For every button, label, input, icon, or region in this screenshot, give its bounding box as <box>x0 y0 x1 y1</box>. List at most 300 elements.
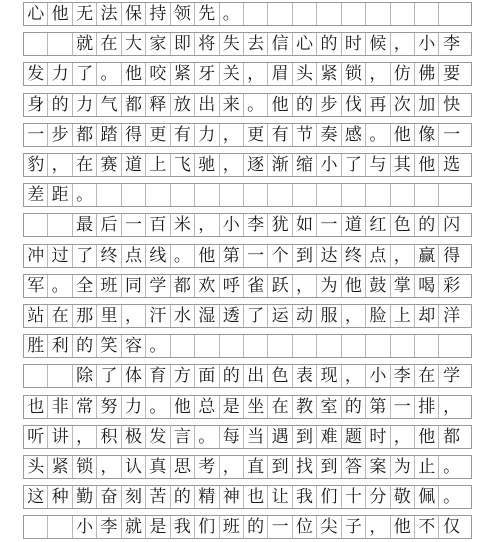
grid-cell: 却 <box>415 305 439 327</box>
grid-cell: 。 <box>244 94 268 116</box>
grid-cell <box>439 3 463 25</box>
grid-cell: 班 <box>97 275 121 297</box>
grid-cell: ， <box>195 214 219 236</box>
grid-cell: 的 <box>244 516 268 538</box>
grid-cell: 出 <box>195 94 219 116</box>
grid-row <box>23 32 472 56</box>
grid-cell: 案 <box>366 456 390 478</box>
grid-cell: 时 <box>342 33 366 55</box>
grid-cell <box>97 184 121 206</box>
grid-cell: 发 <box>24 63 48 85</box>
grid-cell: 奏 <box>317 124 341 146</box>
grid-cell: 他 <box>122 63 146 85</box>
grid-row <box>23 153 472 177</box>
grid-cell: 真 <box>146 456 170 478</box>
grid-cell: 有 <box>171 124 195 146</box>
grid-cell: 家 <box>146 33 170 55</box>
grid-cell: ， <box>366 63 390 85</box>
grid-cell: 胜 <box>24 335 48 357</box>
grid-cell: 他 <box>391 124 415 146</box>
grid-cell: 位 <box>293 516 317 538</box>
grid-cell: 心 <box>24 3 48 25</box>
grid-cell: 头 <box>24 456 48 478</box>
grid-cell: ， <box>293 275 317 297</box>
grid-cell: 小 <box>366 365 390 387</box>
grid-cell: 十 <box>342 486 366 508</box>
grid-cell: 班 <box>220 516 244 538</box>
grid-cell: 。 <box>443 456 461 477</box>
grid-cell: 将 <box>195 33 219 55</box>
grid-cell: 差 <box>24 184 48 206</box>
grid-cell: 为 <box>391 456 415 478</box>
grid-row <box>23 2 472 26</box>
grid-cell: 法 <box>97 3 121 25</box>
grid-cell: 都 <box>122 94 146 116</box>
grid-cell: 的 <box>293 94 317 116</box>
grid-cell: 其 <box>391 154 415 176</box>
grid-cell: 的 <box>415 214 439 236</box>
grid-cell: 一 <box>244 245 268 267</box>
grid-cell: 积 <box>97 426 121 448</box>
grid-cell: 那 <box>73 305 97 327</box>
grid-cell: 洋 <box>443 305 461 326</box>
grid-row <box>23 395 472 419</box>
grid-cell: 容 <box>122 335 146 357</box>
grid-cell: 勤 <box>73 486 97 508</box>
grid-cell: 育 <box>146 365 170 387</box>
grid-cell <box>415 184 439 206</box>
grid-cell: 欢 <box>195 275 219 297</box>
grid-cell <box>366 335 390 357</box>
grid-cell: 力 <box>48 63 72 85</box>
grid-cell: 彩 <box>443 275 461 296</box>
grid-cell: 有 <box>268 124 292 146</box>
grid-cell: 点 <box>122 245 146 267</box>
grid-row <box>23 62 472 86</box>
grid-cell: 表 <box>293 365 317 387</box>
grid-cell: 子 <box>342 516 366 538</box>
grid-cell: 考 <box>195 456 219 478</box>
grid-cell <box>366 3 390 25</box>
grid-cell <box>317 335 341 357</box>
grid-cell <box>391 335 415 357</box>
grid-cell: 身 <box>24 94 48 116</box>
grid-cell: 的 <box>342 396 366 418</box>
grid-cell: 节 <box>293 124 317 146</box>
grid-cell <box>366 184 390 206</box>
grid-cell: 色 <box>268 365 292 387</box>
grid-row <box>23 455 472 479</box>
grid-cell: 得 <box>443 245 461 266</box>
grid-cell: 现 <box>317 365 341 387</box>
grid-cell: 努 <box>97 396 121 418</box>
grid-cell: 了 <box>73 245 97 267</box>
grid-cell <box>220 184 244 206</box>
grid-cell: 的 <box>317 33 341 55</box>
grid-cell: 。 <box>146 396 170 418</box>
grid-cell <box>48 33 72 55</box>
grid-cell <box>439 335 463 357</box>
grid-cell: 失 <box>220 33 244 55</box>
grid-cell: 除 <box>73 365 97 387</box>
grid-cell: 全 <box>73 275 97 297</box>
grid-cell: 排 <box>415 396 439 418</box>
grid-cell: 了 <box>73 63 97 85</box>
grid-cell: 就 <box>73 33 97 55</box>
grid-cell <box>220 335 244 357</box>
grid-cell: 学 <box>443 365 461 386</box>
grid-cell: 牙 <box>195 63 219 85</box>
grid-cell: 步 <box>317 94 341 116</box>
grid-cell: 豹 <box>24 154 48 176</box>
grid-cell: 距 <box>48 184 72 206</box>
grid-cell: ， <box>391 245 415 267</box>
grid-cell: 。 <box>48 275 72 297</box>
grid-cell: ， <box>391 426 415 448</box>
grid-row <box>23 485 472 509</box>
grid-cell: 小 <box>73 516 97 538</box>
grid-cell: 。 <box>366 124 390 146</box>
grid-cell <box>342 3 366 25</box>
grid-cell: 的 <box>73 335 97 357</box>
grid-cell: 动 <box>293 305 317 327</box>
grid-cell: 刻 <box>122 486 146 508</box>
grid-cell: 持 <box>146 3 170 25</box>
grid-cell: 驰 <box>195 154 219 176</box>
grid-cell: 都 <box>443 426 461 447</box>
grid-cell <box>439 184 463 206</box>
grid-cell: 笑 <box>97 335 121 357</box>
grid-cell: ， <box>122 305 146 327</box>
grid-cell: 紧 <box>171 63 195 85</box>
grid-cell: 鼓 <box>366 275 390 297</box>
grid-cell: 极 <box>122 426 146 448</box>
grid-cell <box>146 184 170 206</box>
grid-cell: 体 <box>122 365 146 387</box>
grid-cell <box>48 516 72 538</box>
grid-cell: 第 <box>366 396 390 418</box>
grid-cell <box>391 3 415 25</box>
grid-cell: 遇 <box>268 426 292 448</box>
grid-cell: 到 <box>268 456 292 478</box>
grid-cell: ， <box>342 365 366 387</box>
grid-cell: 雀 <box>244 275 268 297</box>
grid-cell: 一 <box>317 214 341 236</box>
grid-cell: 言 <box>171 426 195 448</box>
grid-cell: 点 <box>366 245 390 267</box>
grid-row <box>23 364 472 388</box>
grid-cell: 神 <box>220 486 244 508</box>
grid-cell: 他 <box>195 245 219 267</box>
grid-cell <box>24 214 48 236</box>
grid-cell: 要 <box>443 63 461 84</box>
grid-row <box>23 93 472 117</box>
grid-cell: 的 <box>48 94 72 116</box>
grid-cell: 苦 <box>146 486 170 508</box>
grid-cell: 逐 <box>244 154 268 176</box>
grid-cell <box>24 33 48 55</box>
grid-cell: 色 <box>391 214 415 236</box>
grid-cell: 米 <box>171 214 195 236</box>
grid-cell: 大 <box>122 33 146 55</box>
grid-cell <box>268 184 292 206</box>
grid-cell: 他 <box>171 396 195 418</box>
grid-cell: 到 <box>317 456 341 478</box>
grid-cell: 力 <box>195 124 219 146</box>
grid-cell: 他 <box>48 3 72 25</box>
grid-cell: 步 <box>48 124 72 146</box>
grid-cell: ， <box>220 154 244 176</box>
grid-cell: 最 <box>73 214 97 236</box>
grid-cell: 听 <box>24 426 48 448</box>
grid-cell: 放 <box>171 94 195 116</box>
grid-cell: 尖 <box>317 516 341 538</box>
grid-cell: 在 <box>73 154 97 176</box>
grid-cell: 再 <box>366 94 390 116</box>
grid-cell <box>122 184 146 206</box>
grid-cell: 。 <box>146 335 170 357</box>
grid-cell: 。 <box>97 63 121 85</box>
grid-cell <box>244 335 268 357</box>
grid-cell: ， <box>244 63 268 85</box>
grid-cell: 赛 <box>97 154 121 176</box>
grid-cell: 更 <box>146 124 170 146</box>
grid-cell: 与 <box>366 154 390 176</box>
grid-cell: 分 <box>366 486 390 508</box>
grid-cell: ， <box>97 456 121 478</box>
grid-cell: 保 <box>122 3 146 25</box>
grid-cell: 也 <box>244 486 268 508</box>
grid-cell <box>268 335 292 357</box>
grid-cell: 第 <box>220 245 244 267</box>
grid-cell: ， <box>366 516 390 538</box>
grid-cell: 踏 <box>97 124 121 146</box>
grid-cell <box>342 335 366 357</box>
grid-cell: 到 <box>293 245 317 267</box>
grid-cell: 难 <box>317 426 341 448</box>
grid-cell: 仅 <box>443 516 461 537</box>
grid-row <box>23 425 472 449</box>
grid-cell: 了 <box>97 365 121 387</box>
grid-cell <box>415 335 439 357</box>
grid-cell: 利 <box>48 335 72 357</box>
grid-cell: 释 <box>146 94 170 116</box>
grid-cell: 更 <box>244 124 268 146</box>
grid-cell: 每 <box>220 426 244 448</box>
grid-cell: 力 <box>73 94 97 116</box>
grid-cell: 种 <box>48 486 72 508</box>
grid-cell: 快 <box>443 94 461 115</box>
grid-cell <box>24 365 48 387</box>
grid-cell: 湿 <box>195 305 219 327</box>
grid-cell: 教 <box>293 396 317 418</box>
grid-cell: 终 <box>342 245 366 267</box>
grid-cell <box>24 516 48 538</box>
grid-cell: 敬 <box>391 486 415 508</box>
grid-cell: 直 <box>244 456 268 478</box>
grid-cell: 一 <box>122 214 146 236</box>
grid-cell: 我 <box>171 516 195 538</box>
grid-cell: 运 <box>268 305 292 327</box>
grid-cell: 。 <box>171 245 195 267</box>
grid-cell: 道 <box>342 214 366 236</box>
grid-cell: 锁 <box>73 456 97 478</box>
grid-cell: 佩 <box>415 486 439 508</box>
grid-cell: 关 <box>220 63 244 85</box>
grid-cell: 达 <box>317 245 341 267</box>
grid-cell: 奋 <box>97 486 121 508</box>
grid-cell: 他 <box>415 154 439 176</box>
grid-cell: 止 <box>415 456 439 478</box>
grid-cell: 是 <box>220 396 244 418</box>
grid-row <box>23 274 472 298</box>
grid-cell: 了 <box>342 154 366 176</box>
grid-cell: 伐 <box>342 94 366 116</box>
grid-cell: 军 <box>24 275 48 297</box>
grid-cell: 。 <box>220 3 244 25</box>
grid-cell: 如 <box>293 214 317 236</box>
grid-row <box>23 183 472 207</box>
grid-cell <box>171 184 195 206</box>
grid-cell: 都 <box>73 124 97 146</box>
grid-cell: 的 <box>220 365 244 387</box>
grid-cell: 发 <box>146 426 170 448</box>
grid-cell: 个 <box>268 245 292 267</box>
grid-cell: 他 <box>268 94 292 116</box>
grid-cell: 即 <box>171 33 195 55</box>
grid-cell: 冲 <box>24 245 48 267</box>
grid-cell <box>48 214 72 236</box>
grid-cell: 学 <box>146 275 170 297</box>
grid-cell: 李 <box>244 214 268 236</box>
grid-cell: 呼 <box>220 275 244 297</box>
grid-cell: 面 <box>195 365 219 387</box>
grid-cell: 一 <box>443 124 461 145</box>
grid-cell: ， <box>443 396 461 417</box>
grid-cell: 精 <box>195 486 219 508</box>
grid-cell: 渐 <box>268 154 292 176</box>
grid-cell <box>415 3 439 25</box>
grid-cell: 透 <box>220 305 244 327</box>
grid-cell: 感 <box>342 124 366 146</box>
grid-cell: 了 <box>244 305 268 327</box>
grid-cell: 。 <box>195 426 219 448</box>
grid-cell: 锁 <box>342 63 366 85</box>
grid-cell: ， <box>220 456 244 478</box>
composition-grid-paper <box>23 2 472 542</box>
grid-cell: 百 <box>146 214 170 236</box>
grid-cell: ， <box>220 124 244 146</box>
grid-cell: 室 <box>317 396 341 418</box>
grid-cell: 非 <box>48 396 72 418</box>
grid-cell: 他 <box>342 275 366 297</box>
grid-cell: 站 <box>24 305 48 327</box>
grid-cell: 答 <box>342 456 366 478</box>
grid-cell: ， <box>48 154 72 176</box>
grid-cell: 仿 <box>391 63 415 85</box>
grid-cell: 红 <box>366 214 390 236</box>
grid-cell: 一 <box>268 516 292 538</box>
grid-cell: 时 <box>366 426 390 448</box>
grid-cell: 当 <box>244 426 268 448</box>
grid-cell: 的 <box>171 486 195 508</box>
grid-cell <box>195 335 219 357</box>
grid-cell: 后 <box>97 214 121 236</box>
grid-cell: 上 <box>146 154 170 176</box>
grid-cell <box>293 184 317 206</box>
grid-cell: 不 <box>415 516 439 538</box>
grid-cell: 同 <box>122 275 146 297</box>
grid-cell: 李 <box>443 33 461 54</box>
grid-cell: ， <box>342 305 366 327</box>
grid-row <box>23 334 472 358</box>
grid-cell: 。 <box>73 184 97 206</box>
grid-cell: 气 <box>97 94 121 116</box>
grid-cell: 道 <box>122 154 146 176</box>
grid-cell: 在 <box>48 305 72 327</box>
grid-cell <box>342 184 366 206</box>
grid-cell: 水 <box>171 305 195 327</box>
grid-cell: 。 <box>443 486 461 507</box>
grid-cell: 为 <box>317 275 341 297</box>
grid-cell: 缩 <box>293 154 317 176</box>
grid-cell: 让 <box>268 486 292 508</box>
grid-cell: 小 <box>317 154 341 176</box>
grid-cell: 喝 <box>415 275 439 297</box>
grid-cell <box>317 184 341 206</box>
grid-cell: 跃 <box>268 275 292 297</box>
grid-cell: 们 <box>317 486 341 508</box>
grid-cell: 上 <box>391 305 415 327</box>
grid-cell: 紧 <box>48 456 72 478</box>
grid-cell <box>48 365 72 387</box>
grid-cell: 像 <box>415 124 439 146</box>
grid-cell: 赢 <box>415 245 439 267</box>
grid-cell: 头 <box>293 63 317 85</box>
grid-cell: 掌 <box>391 275 415 297</box>
grid-cell: 一 <box>24 124 48 146</box>
grid-cell: 到 <box>293 426 317 448</box>
grid-cell: 先 <box>195 3 219 25</box>
grid-cell: 犹 <box>268 214 292 236</box>
grid-cell: 选 <box>443 154 461 175</box>
grid-cell <box>244 3 268 25</box>
grid-cell <box>293 3 317 25</box>
grid-cell: 李 <box>391 365 415 387</box>
grid-cell: 力 <box>122 396 146 418</box>
grid-cell: 咬 <box>146 63 170 85</box>
grid-row <box>23 244 472 268</box>
grid-cell: 过 <box>48 245 72 267</box>
grid-cell: 找 <box>293 456 317 478</box>
grid-cell: 常 <box>73 396 97 418</box>
grid-cell: 佛 <box>415 63 439 85</box>
grid-cell: 次 <box>391 94 415 116</box>
grid-cell <box>268 3 292 25</box>
grid-cell: 题 <box>342 426 366 448</box>
grid-cell: 坐 <box>244 396 268 418</box>
grid-cell: 出 <box>244 365 268 387</box>
grid-row <box>23 123 472 147</box>
grid-cell <box>391 184 415 206</box>
grid-cell: 我 <box>293 486 317 508</box>
grid-cell: 脸 <box>366 305 390 327</box>
grid-cell: 线 <box>146 245 170 267</box>
grid-cell <box>171 335 195 357</box>
grid-cell: 闪 <box>443 214 461 235</box>
grid-cell: 心 <box>293 33 317 55</box>
grid-cell: 思 <box>171 456 195 478</box>
